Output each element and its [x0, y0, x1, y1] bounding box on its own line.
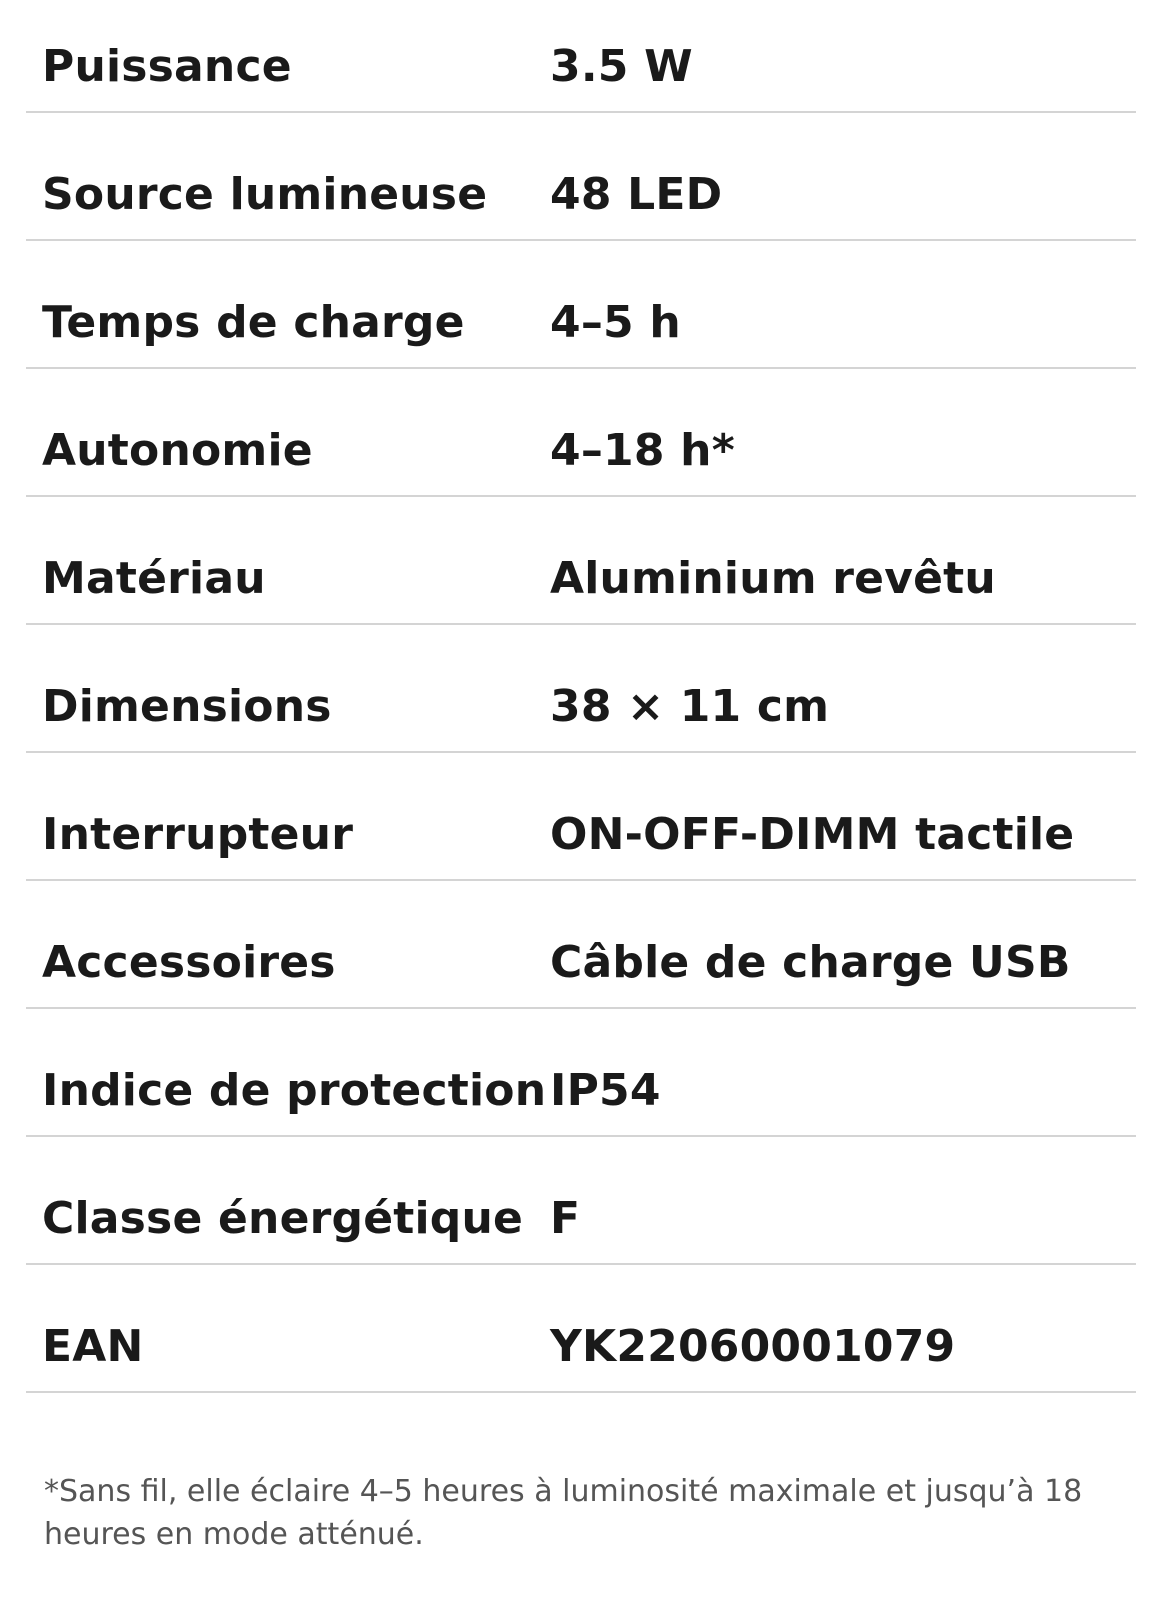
spec-row-temps-de-charge: [26, 241, 1136, 369]
footnote: *Sans fil, elle éclaire 4–5 heures à luminosité maximale et jusqu’à 18 heures en mode atténué.: [44, 1474, 1083, 1552]
spec-label: Temps de charge: [42, 297, 465, 348]
spec-row-interrupteur: [26, 753, 1136, 881]
spec-label: Dimensions: [42, 681, 332, 732]
spec-value: Câble de charge USB: [550, 937, 1071, 988]
spec-value: 4–18 h*: [550, 425, 735, 476]
spec-value: YK22060001079: [550, 1321, 956, 1372]
spec-row-indice-de-protection: [26, 1009, 1136, 1137]
spec-row-autonomie: [26, 369, 1136, 497]
spec-value: 48 LED: [550, 169, 723, 220]
spec-label: Autonomie: [42, 425, 313, 476]
spec-value: ON-OFF-DIMM tactile: [550, 809, 1075, 860]
spec-value: 3.5 W: [550, 41, 693, 92]
spec-row-source-lumineuse: [26, 113, 1136, 241]
spec-row-puissance: [26, 0, 1136, 113]
spec-label: Interrupteur: [42, 809, 354, 860]
spec-row-accessoires: [26, 881, 1136, 1009]
spec-value: IP54: [550, 1065, 661, 1116]
spec-label: EAN: [42, 1321, 144, 1372]
spec-value: 38 × 11 cm: [550, 681, 830, 732]
spec-label: Puissance: [42, 41, 292, 92]
spec-row-classe-energetique: [26, 1137, 1136, 1265]
spec-value: Aluminium revêtu: [550, 553, 996, 604]
spec-label: Accessoires: [42, 937, 336, 988]
spec-row-dimensions: [26, 625, 1136, 753]
spec-label: Matériau: [42, 553, 266, 604]
spec-value: F: [550, 1193, 581, 1244]
spec-label: Indice de protection: [42, 1065, 547, 1116]
spec-row-ean: [26, 1265, 1136, 1393]
spec-table: [26, 0, 1136, 1393]
spec-label: Classe énergétique: [42, 1193, 524, 1244]
spec-row-materiau: [26, 497, 1136, 625]
spec-label: Source lumineuse: [42, 169, 488, 220]
spec-value: 4–5 h: [550, 297, 681, 348]
